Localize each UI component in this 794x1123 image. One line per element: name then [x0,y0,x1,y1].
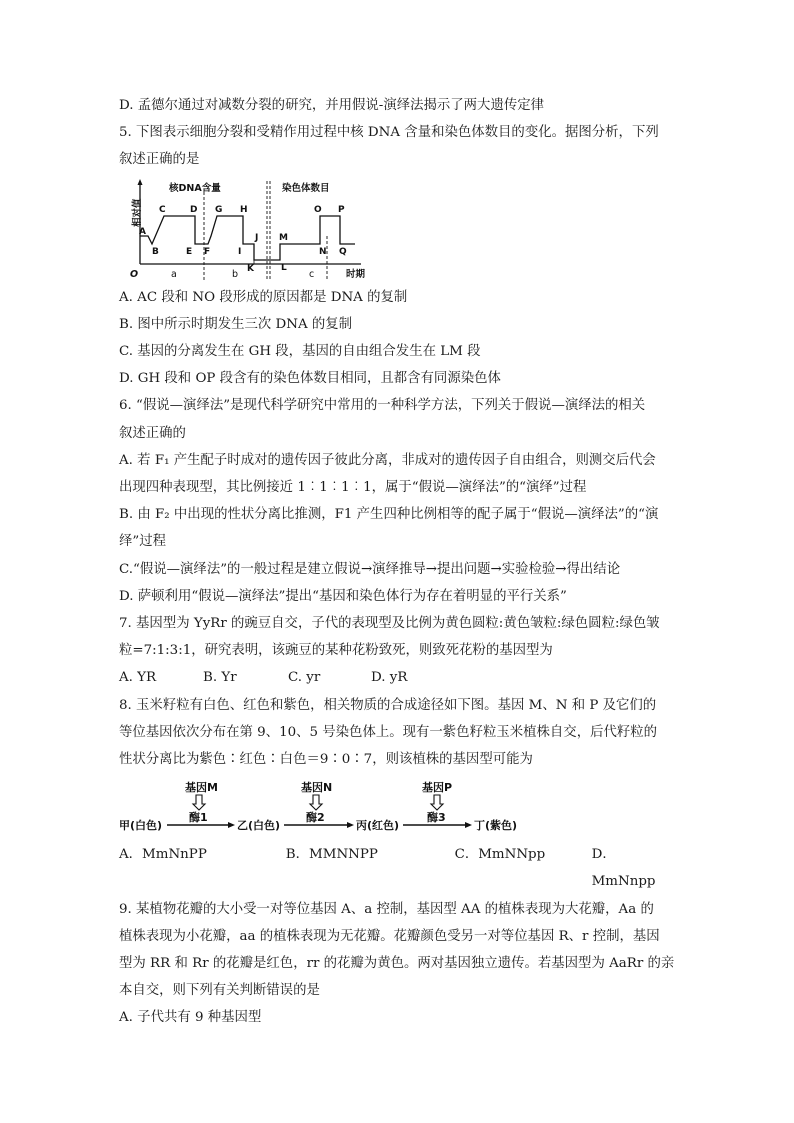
q8-options [119,841,679,895]
stage-a: a [171,268,177,280]
point-P: P [338,204,345,215]
gene-m: 基因M [185,781,218,795]
reaction-arrowhead-1 [228,822,235,828]
expression-arrow-1 [193,795,205,810]
point-G: G [215,204,223,215]
point-F: F [204,246,211,257]
q6-option-b-line2: 绎”过程 [119,534,167,550]
point-I: I [238,246,242,257]
q7-option-d: D. yR [371,670,408,686]
expression-arrow-3 [431,795,443,810]
point-D: D [190,204,198,215]
q8-pathway-svg [119,779,679,839]
q8-option-b: B．MMNNPP [285,847,378,863]
q4-option-d: D. 孟德尔通过对减数分裂的研究，并用假说-演绎法揭示了两大遗传定律 [119,98,545,113]
q9-stem-line2: 植株表现为小花瓣，aa 的植株表现为无花瓣。花瓣颜色受另一对等位基因 R、r 控制，基因 [119,928,660,944]
stage-b: b [232,268,239,280]
q5-stem-line1: 5. 下图表示细胞分裂和受精作用过程中核 DNA 含量和染色体数目的变化。据图分析，下列 [119,125,659,141]
substance-4: 丁(紫色) [474,819,518,833]
substance-3: 丙(红色) [356,819,400,833]
enzyme-2: 酶2 [306,811,325,825]
point-B: B [152,246,159,257]
q6-option-c: C.“假说—演绎法”的一般过程是建立假说→演绎推导→提出问题→实验检验→得出结论 [119,561,621,577]
q6-option-a-line2: 出现四种表现型，其比例接近 1︰1︰1︰1，属于“假说—演绎法”的“演绎”过程 [119,480,587,496]
x-axis-label: 时期 [346,268,366,280]
q5-option-b: B. 图中所示时期发生三次 DNA 的复制 [119,316,353,332]
q8-option-c: C．MmNNpp [454,847,546,863]
expression-arrow-2 [310,795,322,810]
origin-label: O [130,268,139,280]
y-axis-label: 相对值 [132,198,143,227]
q5-chart [119,176,679,284]
q5-option-c: C. 基因的分离发生在 GH 段，基因的自由组合发生在 LM 段 [119,344,481,360]
dna-series-label: 核DNA含量 [169,182,221,194]
q7-option-a: A. YR [119,670,157,686]
enzyme-3: 酶3 [427,811,446,825]
q7-option-b: B. Yr [203,670,237,686]
point-O: O [314,204,322,215]
q7-stem-line1: 7. 基因型为 YyRr 的豌豆自交，子代的表现型及比例为黄色圆粒:黄色皱粒:绿色圆粒:绿色皱 [119,616,660,632]
q7-option-c: C. yr [288,670,321,686]
q9-stem-line1: 9. 某植物花瓣的大小受一对等位基因 A、a 控制，基因型 AA 的植株表现为大花瓣，Aa 的 [119,901,654,917]
q8-pathway-diagram [119,779,679,839]
chromosome-series-label: 染色体数目 [282,182,330,194]
q5-option-a: A. AC 段和 NO 段形成的原因都是 DNA 的复制 [119,289,408,305]
point-E: E [186,246,193,257]
q6-stem-line1: 6. “假说—演绎法”是现代科学研究中常用的一种科学方法，下列关于假说—演绎法的相关 [119,398,646,414]
substance-1: 甲(白色) [119,819,163,833]
q6-option-b-line1: B. 由 F₂ 中出现的性状分离比推测，F1 产生四种比例相等的配子属于“假说—演绎法”的“演 [119,507,659,523]
reaction-arrowhead-2 [347,822,354,828]
q8-option-a: A．MmNnPP [119,847,207,863]
enzyme-1: 酶1 [189,811,208,825]
point-C: C [159,204,166,215]
point-Q: Q [339,246,347,257]
q9-stem-line4: 本自交，则下列有关判断错误的是 [119,983,320,999]
point-N: N [319,246,327,257]
q7-stem-line2: 粒=7:1:3:1，研究表明，该豌豆的某种花粉致死，则致死花粉的基因型为 [119,643,553,659]
substance-2: 乙(白色) [237,819,281,833]
q9-option-a: A. 子代共有 9 种基因型 [119,1010,262,1026]
stage-c: c [309,268,315,280]
point-L: L [281,262,287,273]
point-K: K [247,263,254,274]
q5-option-d: D. GH 段和 OP 段含有的染色体数目相同，且都含有同源染色体 [119,371,501,387]
q8-option-d: D．MmNnpp [591,847,656,890]
q9-stem-line3: 型为 RR 和 Rr 的花瓣是红色，rr 的花瓣为黄色。两对基因独立遗传。若基因型为 AaRr 的亲 [119,956,675,972]
q6-option-d: D. 萨顿利用“假说—演绎法”提出“基因和染色体行为存在着明显的平行关系” [119,588,567,604]
point-H: H [240,204,248,215]
gene-p: 基因P [422,781,453,795]
gene-n: 基因N [301,781,333,795]
q7-options [119,664,679,691]
point-A: A [139,226,146,237]
exam-page [119,92,679,1032]
reaction-arrowhead-3 [465,822,472,828]
q8-stem-line1: 8. 玉米籽粒有白色、红色和紫色，相关物质的合成途径如下图。基因 M、N 和 P 及它们的 [119,697,657,713]
q8-stem-line3: 性状分离比为紫色∶红色∶白色＝9∶0∶7，则该植株的基因型可能为 [119,752,533,768]
q5-stem-line2: 叙述正确的是 [119,152,200,168]
point-J: J [255,232,259,243]
y-axis-arrow [138,179,143,185]
q8-stem-line2: 等位基因依次分布在第 9、10、5 号染色体上。现有一紫色籽粒玉米植株自交，后代籽粒的 [119,724,658,740]
q5-chart-svg [119,176,419,284]
point-M: M [279,232,288,243]
q6-stem-line2: 叙述正确的 [119,425,186,441]
q6-option-a-line1: A. 若 F₁ 产生配子时成对的遗传因子彼此分离，非成对的遗传因子自由组合，则测交后代会 [119,452,656,468]
